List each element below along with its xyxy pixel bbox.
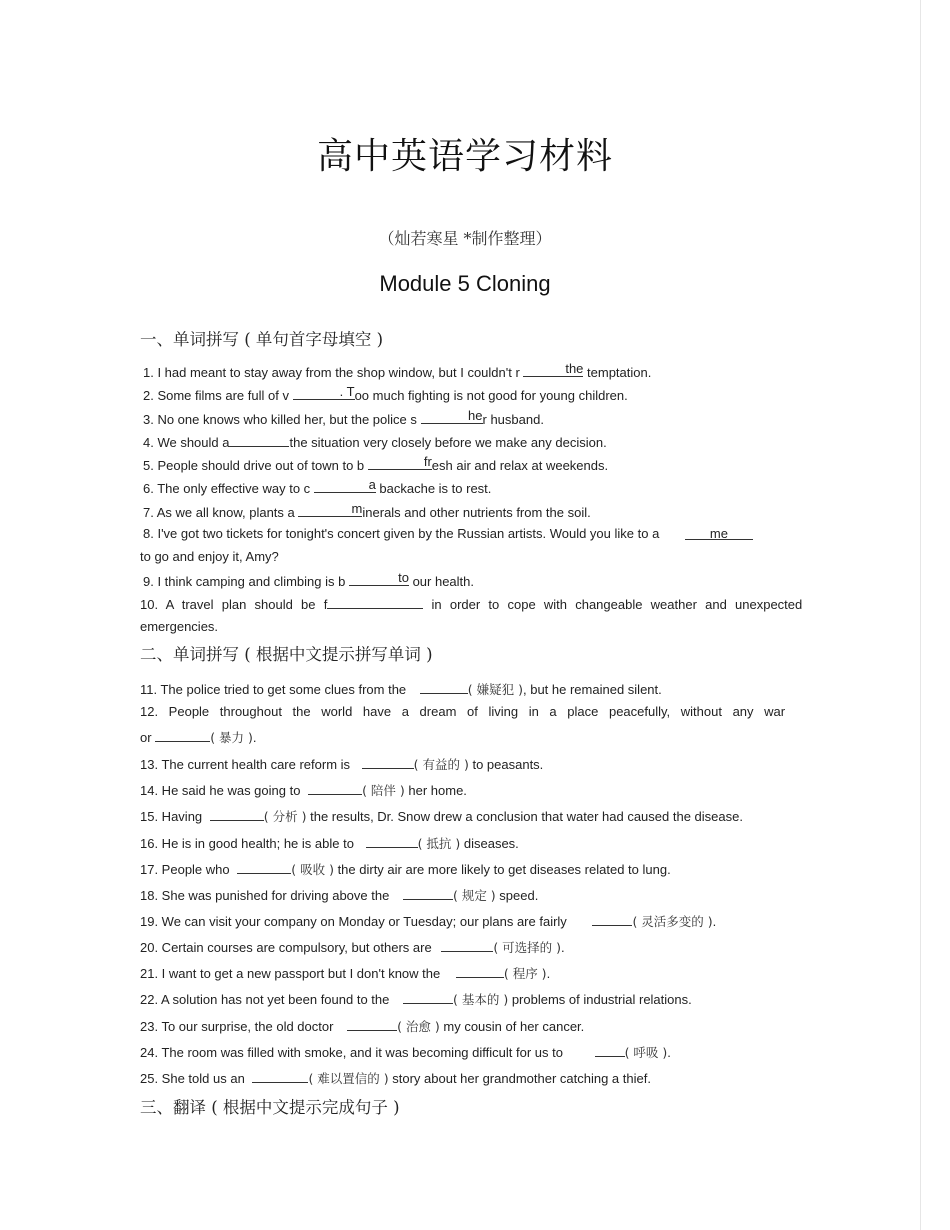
exercise-item-17: 17. People who ( 吸收 ) the dirty air are more likely to get diseases related to lung.	[140, 862, 671, 877]
answer-blank[interactable]	[327, 595, 423, 609]
answer-blank[interactable]	[595, 1043, 625, 1057]
exercise-item-22: 22. A solution has not yet been found to the ( 基本的 ) problems of industrial relations.	[140, 992, 692, 1007]
answer-blank[interactable]: he	[421, 410, 483, 424]
answer-blank[interactable]	[403, 990, 453, 1004]
answer-blank[interactable]	[308, 781, 362, 795]
answer-blank[interactable]: fr	[368, 456, 432, 470]
answer-blank[interactable]	[592, 912, 632, 926]
exercise-item-15: 15. Having ( 分析 ) the results, Dr. Snow drew a conclusion that water had caused the disease.	[140, 809, 743, 824]
exercise-item-24: 24. The room was filled with smoke, and it was becoming difficult for us to ( 呼吸 ).	[140, 1045, 671, 1060]
answer-blank[interactable]	[252, 1069, 308, 1083]
answer-blank[interactable]	[403, 886, 453, 900]
exercise-item-14: 14. He said he was going to ( 陪伴 ) her home.	[140, 783, 467, 798]
answer-blank[interactable]	[155, 728, 210, 742]
answer-blank[interactable]: the	[523, 363, 583, 377]
exercise-item-12: 12. People throughout the world have a dream of living in a place peacefully, without any war	[140, 704, 786, 719]
exercise-item-20: 20. Certain courses are compulsory, but others are ( 可选择的 ).	[140, 940, 565, 955]
document-title: 高中英语学习材料	[316, 136, 613, 177]
exercise-item-3: 3. No one knows who killed her, but the police s he r husband.	[143, 408, 544, 427]
exercise-item-1: 1. I had meant to stay away from the shop window, but I couldn't r the temptation.	[143, 361, 652, 380]
document-subtitle: （灿若寒星 *制作整理）	[378, 229, 552, 248]
exercise-item-10: 10. A travel plan should be f in order to cope with changeable weather and unexpected	[140, 597, 803, 612]
exercise-item-25: 25. She told us an ( 难以置信的 ) story about her grandmother catching a thief.	[140, 1071, 651, 1086]
exercise-item-13: 13. The current health care reform is ( 有益的 ) to peasants.	[140, 757, 544, 772]
exercise-item-9: 9. I think camping and climbing is b to our health.	[143, 570, 474, 589]
answer-blank[interactable]	[237, 860, 291, 874]
answer-blank[interactable]: . T	[293, 386, 355, 400]
page-edge	[920, 0, 921, 1230]
answer-blank[interactable]	[441, 938, 493, 952]
answer-blank[interactable]	[362, 755, 414, 769]
answer-blank[interactable]: a	[314, 479, 376, 493]
module-title: Module 5 Cloning	[379, 271, 551, 296]
answer-blank[interactable]	[347, 1017, 397, 1031]
answer-blank[interactable]: me	[685, 526, 753, 540]
exercise-item-6: 6. The only effective way to c a backache is to rest.	[143, 477, 492, 496]
exercise-item-5: 5. People should drive out of town to b fr esh air and relax at weekends.	[143, 454, 609, 473]
answer-blank[interactable]	[366, 834, 418, 848]
exercise-item-18: 18. She was punished for driving above the ( 规定 ) speed.	[140, 888, 539, 903]
answer-blank[interactable]	[420, 680, 468, 694]
exercise-item-8: 8. I've got two tickets for tonight's concert given by the Russian artists. Would you like to a me	[143, 526, 813, 542]
section-heading-2: 二、单词拼写 ( 根据中文提示拼写单词 )	[140, 645, 433, 664]
exercise-item-19: 19. We can visit your company on Monday or Tuesday; our plans are fairly ( 灵活多变的 ).	[140, 914, 717, 929]
answer-blank[interactable]	[229, 433, 289, 447]
section-heading-3: 三、翻译 ( 根据中文提示完成句子 )	[140, 1098, 400, 1117]
exercise-item-7: 7. As we all know, plants a m inerals and other nutrients from the soil.	[143, 501, 591, 520]
exercise-item-11: 11. The police tried to get some clues from the ( 嫌疑犯 ), but he remained silent.	[140, 682, 662, 697]
answer-blank[interactable]	[456, 964, 504, 978]
exercise-item-2: 2. Some films are full of v . T oo much fighting is not good for young children.	[143, 384, 628, 403]
answer-blank[interactable]: m	[298, 503, 362, 517]
exercise-item-12-continued: or ( 暴力 ).	[140, 730, 257, 745]
exercise-item-21: 21. I want to get a new passport but I don't know the ( 程序 ).	[140, 966, 551, 981]
exercise-item-23: 23. To our surprise, the old doctor ( 治愈 ) my cousin of her cancer.	[140, 1019, 585, 1034]
exercise-item-10-continued: emergencies.	[140, 619, 219, 634]
section-heading-1: 一、单词拼写 ( 单句首字母填空 )	[140, 330, 384, 349]
answer-blank[interactable]: to	[349, 572, 409, 586]
exercise-item-4: 4. We should a the situation very closely before we make any decision.	[143, 435, 607, 450]
exercise-item-8-continued: to go and enjoy it, Amy?	[140, 549, 279, 564]
exercise-item-16: 16. He is in good health; he is able to ( 抵抗 ) diseases.	[140, 836, 519, 851]
answer-blank[interactable]	[210, 807, 264, 821]
